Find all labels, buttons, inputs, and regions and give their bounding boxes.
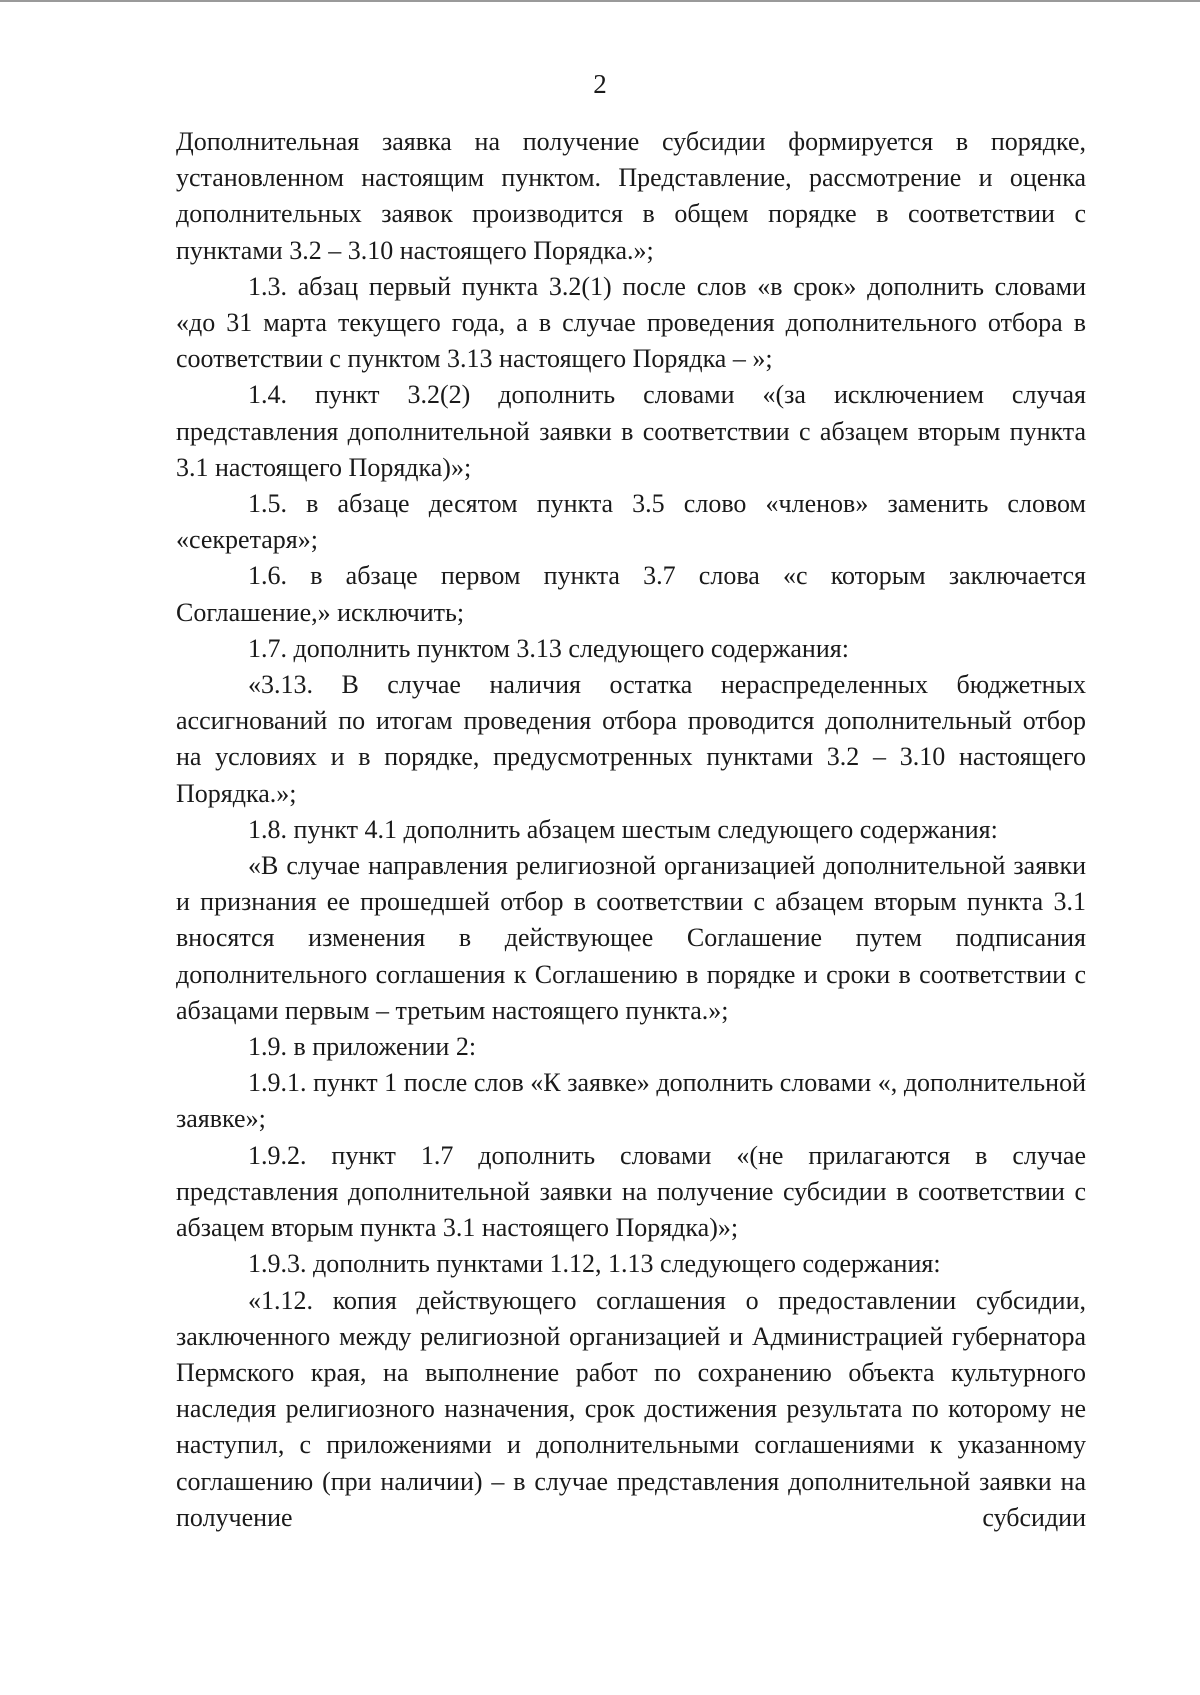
paragraph-1-9-1: 1.9.1. пункт 1 после слов «К заявке» дополнить словами «, дополнительной заявке»;	[176, 1068, 1086, 1134]
paragraph-4-1-quote: «В случае направления религиозной организацией дополнительной заявки и признания ее прошедшей отбор в соответствии с абзацем вторым пункта 3.1 вносятся изменения в действующее Соглашение путем подписания дополнительного соглашения к Соглашению в порядке и сроки в соответствии с абзацами первым – третьим настоящего пункта.»;	[176, 851, 1086, 1025]
document-body	[176, 124, 1086, 1536]
paragraph-1-9: 1.9. в приложении 2:	[248, 1032, 477, 1062]
page-number: 2	[593, 69, 607, 99]
paragraph-1-9-2: 1.9.2. пункт 1.7 дополнить словами «(не прилагаются в случае представления дополнительной заявки на получение субсидии в соответствии с абзацем вторым пункта 3.1 настоящего Порядка)»;	[176, 1140, 1086, 1243]
paragraph-1-7: 1.7. дополнить пунктом 3.13 следующего содержания:	[248, 633, 849, 663]
paragraph-1-5: 1.5. в абзаце десятом пункта 3.5 слово «членов» заменить словом «секретаря»;	[176, 489, 1086, 555]
paragraph-1-12-quote: «1.12. копия действующего соглашения о предоставлении субсидии, заключенного между религиозной организацией и Администрацией губернатора Пермского края, на выполнение работ по сохранению объекта культурного наследия религиозного назначения, срок достижения результата по которому не наступил, с приложениями и дополнительными соглашениями к указанному соглашению (при наличии) – в случае представления дополнительной заявки на получение субсидии	[176, 1285, 1086, 1532]
paragraph-1-4: 1.4. пункт 3.2(2) дополнить словами «(за исключением случая представления дополнительной заявки в соответствии с абзацем вторым пункта 3.1 настоящего Порядка)»;	[176, 380, 1086, 482]
paragraph-1-9-3: 1.9.3. дополнить пунктами 1.12, 1.13 следующего содержания:	[248, 1249, 941, 1279]
paragraph-1-8: 1.8. пункт 4.1 дополнить абзацем шестым следующего содержания:	[248, 814, 998, 844]
page-top-border	[0, 0, 1200, 2]
paragraph-1-3: 1.3. абзац первый пункта 3.2(1) после слов «в срок» дополнить словами «до 31 марта текущего года, а в случае проведения дополнительного отбора в соответствии с пунктом 3.13 настоящего Порядка – »;	[176, 271, 1086, 374]
paragraph-additional-application: Дополнительная заявка на получение субсидии формируется в порядке, установленном настоящим пунктом. Представление, рассмотрение и оценка дополнительных заявок производится в общем порядке в соответствии с пунктами 3.2 – 3.10 настоящего Порядка.»;	[176, 127, 1086, 265]
paragraph-3-13-quote: «3.13. В случае наличия остатка нераспределенных бюджетных ассигнований по итогам проведения отбора проводится дополнительный отбор на условиях и в порядке, предусмотренных пунктами 3.2 – 3.10 настоящего Порядка.»;	[176, 670, 1086, 808]
paragraph-1-6: 1.6. в абзаце первом пункта 3.7 слова «с которым заключается Соглашение,» исключить;	[176, 561, 1086, 627]
